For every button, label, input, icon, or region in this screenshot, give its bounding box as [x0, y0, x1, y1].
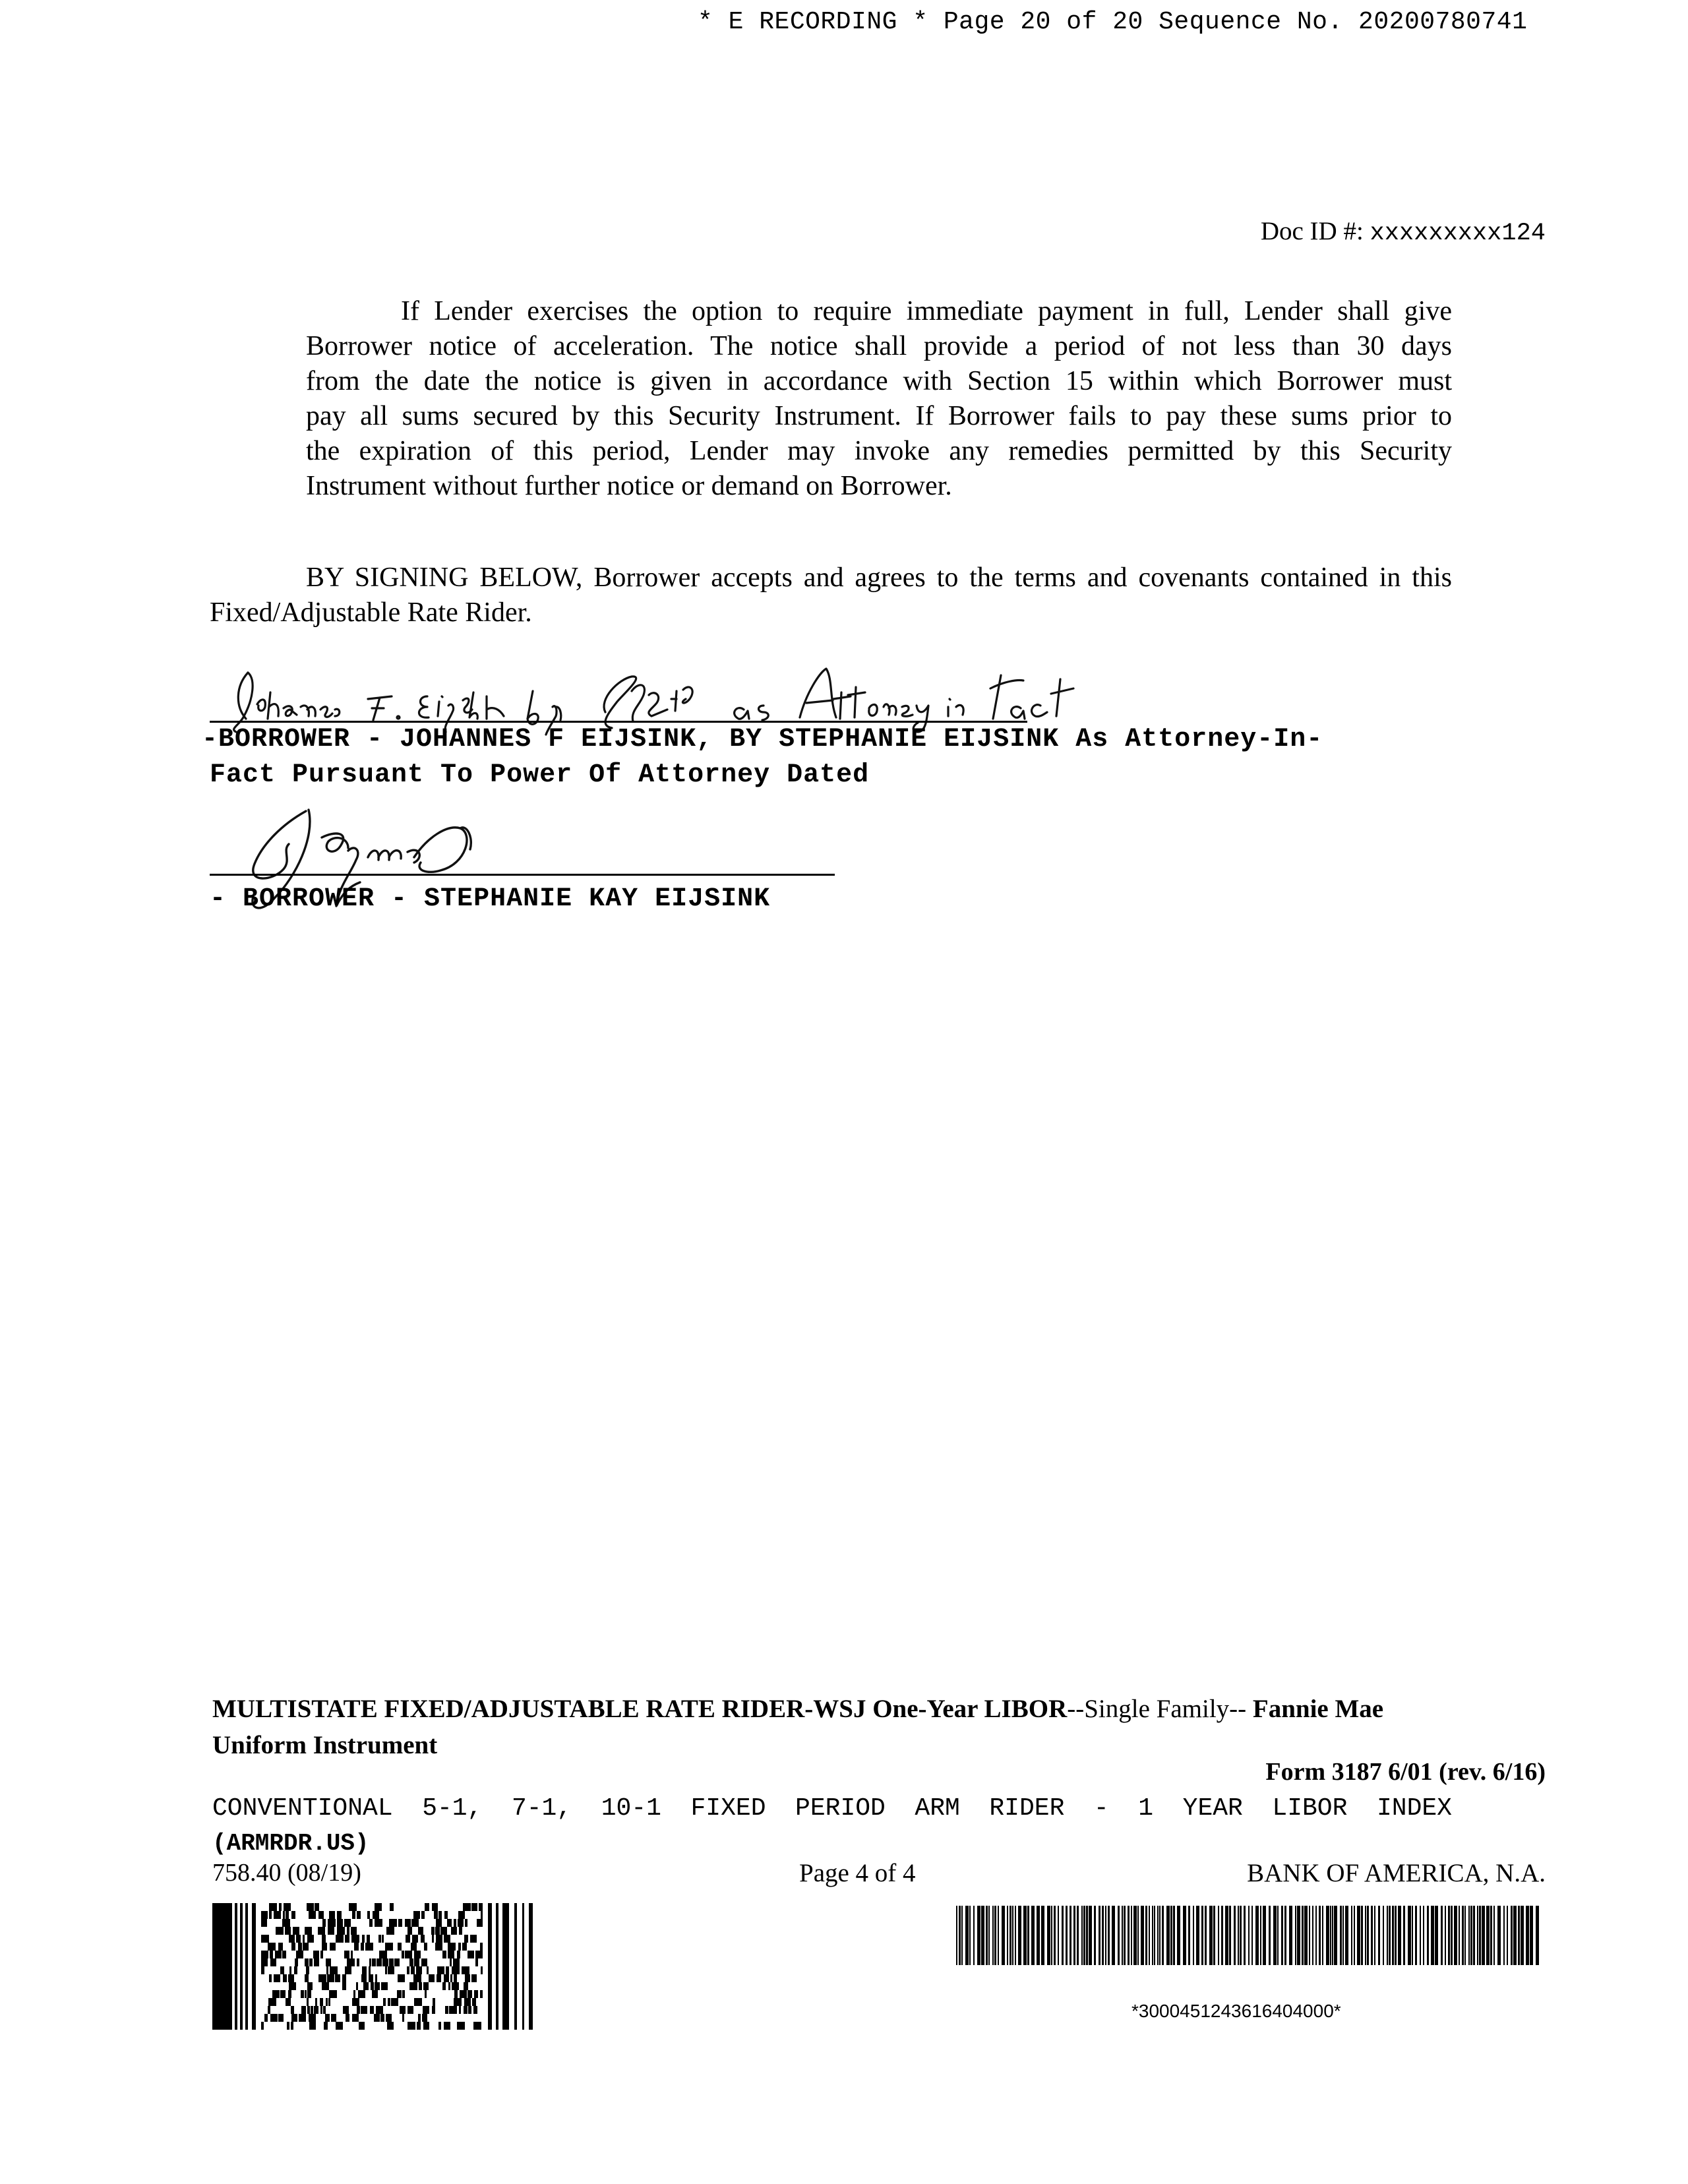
- conventional-rider-line: CONVENTIONAL 5-1, 7-1, 10-1 FIXED PERIOD ARM RIDER - 1 YEAR LIBOR INDEX: [212, 1794, 1452, 1823]
- borrower-1-name-cont: Fact Pursuant To Power Of Attorney Dated: [210, 760, 870, 790]
- pdf417-barcode: [212, 1903, 535, 2030]
- signing-paragraph: [210, 561, 1452, 630]
- form-number: Form 3187 6/01 (rev. 6/16): [1265, 1758, 1546, 1786]
- form-title-fannie: Fannie Mae: [1246, 1695, 1384, 1723]
- borrower-1-name: -BORROWER - JOHANNES F EIJSINK, BY STEPHANIE EIJSINK As Attorney-In-: [202, 725, 1323, 754]
- paragraph-line: If Lender exercises the option to require immediate payment in full, Lender shall give: [401, 296, 1452, 326]
- doc-id: [1261, 216, 1546, 247]
- signature-line-1: [210, 721, 1027, 723]
- linear-barcode: [956, 1906, 1544, 1965]
- paragraph-line: pay all sums secured by this Security Instrument. If Borrower fails to pay these sums prior to: [306, 401, 1452, 431]
- handwritten-signature-2: [210, 798, 579, 943]
- signature-line-2: [210, 874, 835, 876]
- paragraph-line: from the date the notice is given in accordance with Section 15 within which Borrower must: [306, 366, 1452, 396]
- recording-header: * E RECORDING * Page 20 of 20 Sequence No. 20200780741: [698, 8, 1528, 36]
- bank-name: BANK OF AMERICA, N.A.: [1247, 1859, 1546, 1887]
- barcode-number: *3000451243616404000*: [1131, 2001, 1341, 2021]
- form-title: [212, 1691, 1383, 1763]
- page-indicator: Page 4 of 4: [799, 1859, 916, 1887]
- form-code: 758.40 (08/19): [212, 1859, 361, 1887]
- form-title-line2: Uniform Instrument: [212, 1731, 438, 1759]
- paragraph-line: Instrument without further notice or demand on Borrower.: [306, 471, 952, 501]
- doc-id-value: xxxxxxxxx124: [1370, 220, 1546, 247]
- doc-id-label: Doc ID #:: [1260, 217, 1364, 245]
- form-title-bold: MULTISTATE FIXED/ADJUSTABLE RATE RIDER-WSJ One-Year LIBOR: [212, 1695, 1068, 1723]
- borrower-2-name: - BORROWER - STEPHANIE KAY EIJSINK: [210, 884, 771, 914]
- form-title-normal: --Single Family--: [1067, 1695, 1247, 1723]
- paragraph-line: Fixed/Adjustable Rate Rider.: [210, 597, 532, 628]
- armrdr-code: (ARMRDR.US): [212, 1830, 369, 1857]
- paragraph-line: the expiration of this period, Lender may invoke any remedies permitted by this Security: [306, 436, 1452, 466]
- paragraph-line: Borrower notice of acceleration. The notice shall provide a period of not less than 30 days: [306, 331, 1452, 361]
- acceleration-paragraph: [306, 294, 1452, 504]
- paragraph-line: BY SIGNING BELOW, Borrower accepts and agrees to the terms and covenants contained in this: [306, 562, 1452, 593]
